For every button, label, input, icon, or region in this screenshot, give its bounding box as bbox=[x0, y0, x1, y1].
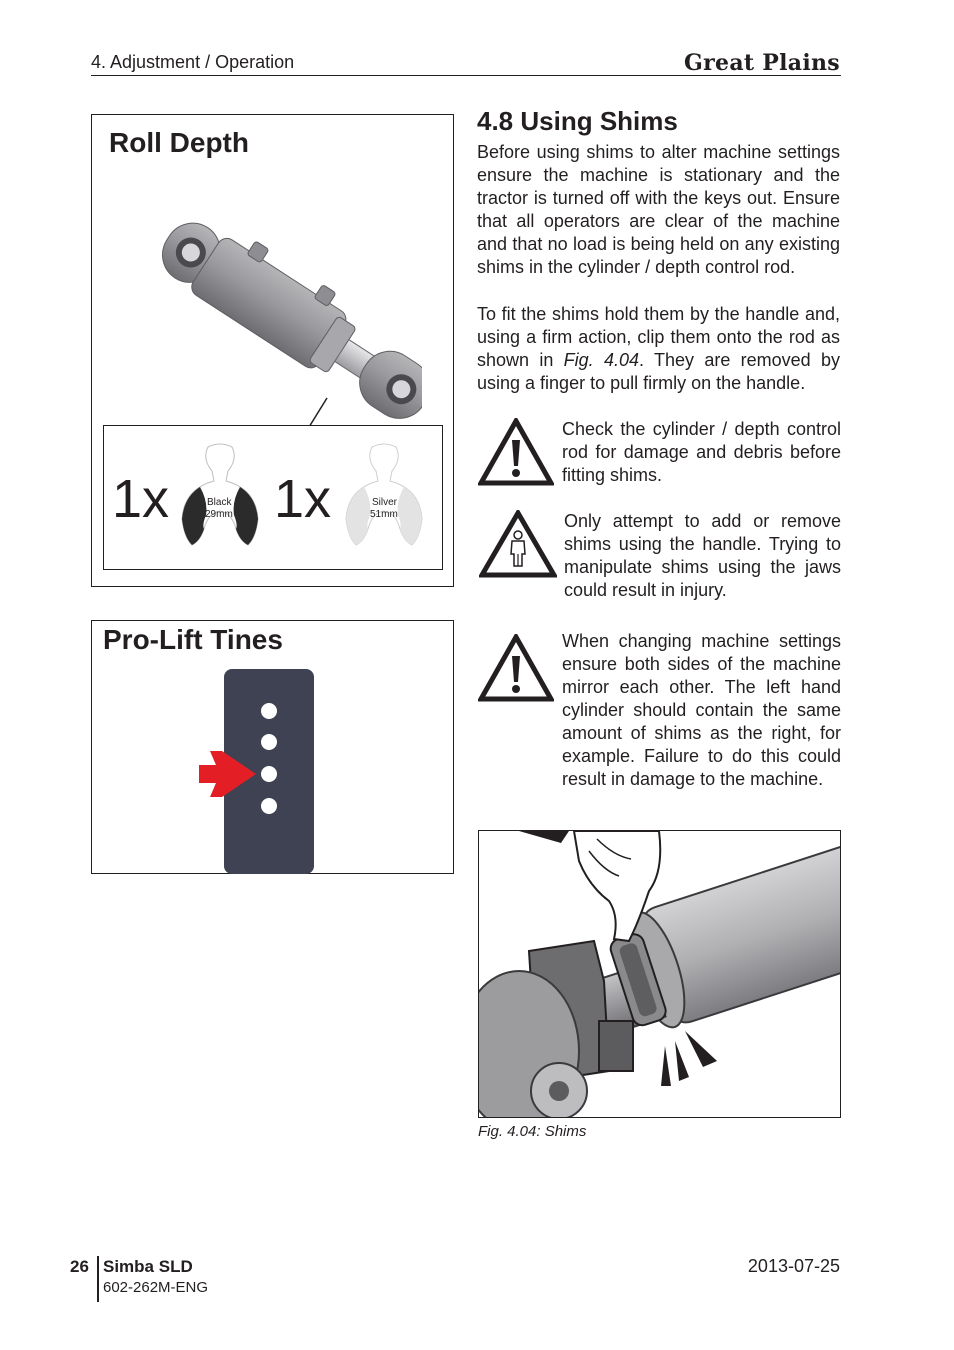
section-heading: 4.8 Using Shims bbox=[477, 106, 678, 136]
roll-depth-title: Roll Depth bbox=[109, 127, 249, 158]
warning-mirror-settings-text: When changing machine settings ensure both sides of the machine mirror each other. The left hand cylinder should contain the same amount of shims as the right, for example. Failure to do this could result in damage to the machine. bbox=[562, 631, 841, 789]
black-shim-quantity: 1x bbox=[112, 469, 170, 529]
figure-caption: Fig. 4.04: Shims bbox=[478, 1123, 587, 1140]
shim-quantity-box bbox=[103, 425, 443, 570]
header-divider bbox=[91, 75, 841, 76]
shim-fitting-illustration bbox=[479, 831, 840, 1117]
paragraph-fitting-shims-part2: . They are removed by using a finger to pull firmly on the handle. bbox=[477, 350, 840, 393]
paragraph-fitting-shims-part1: To fit the shims hold them by the handle and, using a firm action, clip them onto the rod as shown in bbox=[477, 304, 840, 370]
publication-date: 2013-07-25 bbox=[747, 1256, 840, 1276]
silver-shim-quantity: 1x bbox=[274, 469, 332, 529]
page-number: 26 bbox=[70, 1257, 89, 1276]
black-shim-color-label: Black bbox=[207, 497, 232, 508]
tine-plate-illustration bbox=[196, 669, 316, 874]
warning-check-cylinder-text: Check the cylinder / depth control rod for damage and debris before fitting shims. bbox=[562, 419, 841, 485]
pro-lift-tines-panel bbox=[91, 620, 454, 874]
model-name: Simba SLD bbox=[103, 1257, 193, 1276]
header-section-label: 4. Adjustment / Operation bbox=[91, 52, 295, 72]
brand-logo: Great Plains bbox=[684, 50, 840, 76]
paragraph-fitting-shims bbox=[477, 303, 840, 395]
silver-shim-icon bbox=[342, 441, 426, 551]
paragraph-before-using-shims: Before using shims to alter machine settings ensure the machine is stationary and the tractor is turned off with the keys out. Ensure that all operators are clear of the machine and that no load is being held on any existing shims in the cylinder / depth control rod. bbox=[477, 142, 840, 277]
figure-reference: Fig. 4.04 bbox=[563, 350, 640, 370]
silver-shim-size-label: 51mm bbox=[370, 509, 398, 520]
footer-divider bbox=[97, 1256, 99, 1302]
black-shim-icon bbox=[178, 441, 262, 551]
silver-shim-color-label: Silver bbox=[372, 497, 398, 508]
person-warning-icon bbox=[479, 510, 557, 578]
exclamation-warning-icon bbox=[478, 418, 554, 486]
document-number: 602-262M-ENG bbox=[103, 1279, 209, 1296]
roll-depth-panel bbox=[91, 114, 454, 587]
black-shim-size-label: 29mm bbox=[205, 509, 233, 520]
warning-use-handle-text: Only attempt to add or remove shims using the handle. Trying to manipulate shims using the jaws could result in injury. bbox=[564, 511, 841, 600]
shim-fitting-figure bbox=[478, 830, 841, 1118]
pro-lift-tines-title: Pro-Lift Tines bbox=[103, 624, 283, 655]
exclamation-warning-icon bbox=[478, 634, 554, 702]
